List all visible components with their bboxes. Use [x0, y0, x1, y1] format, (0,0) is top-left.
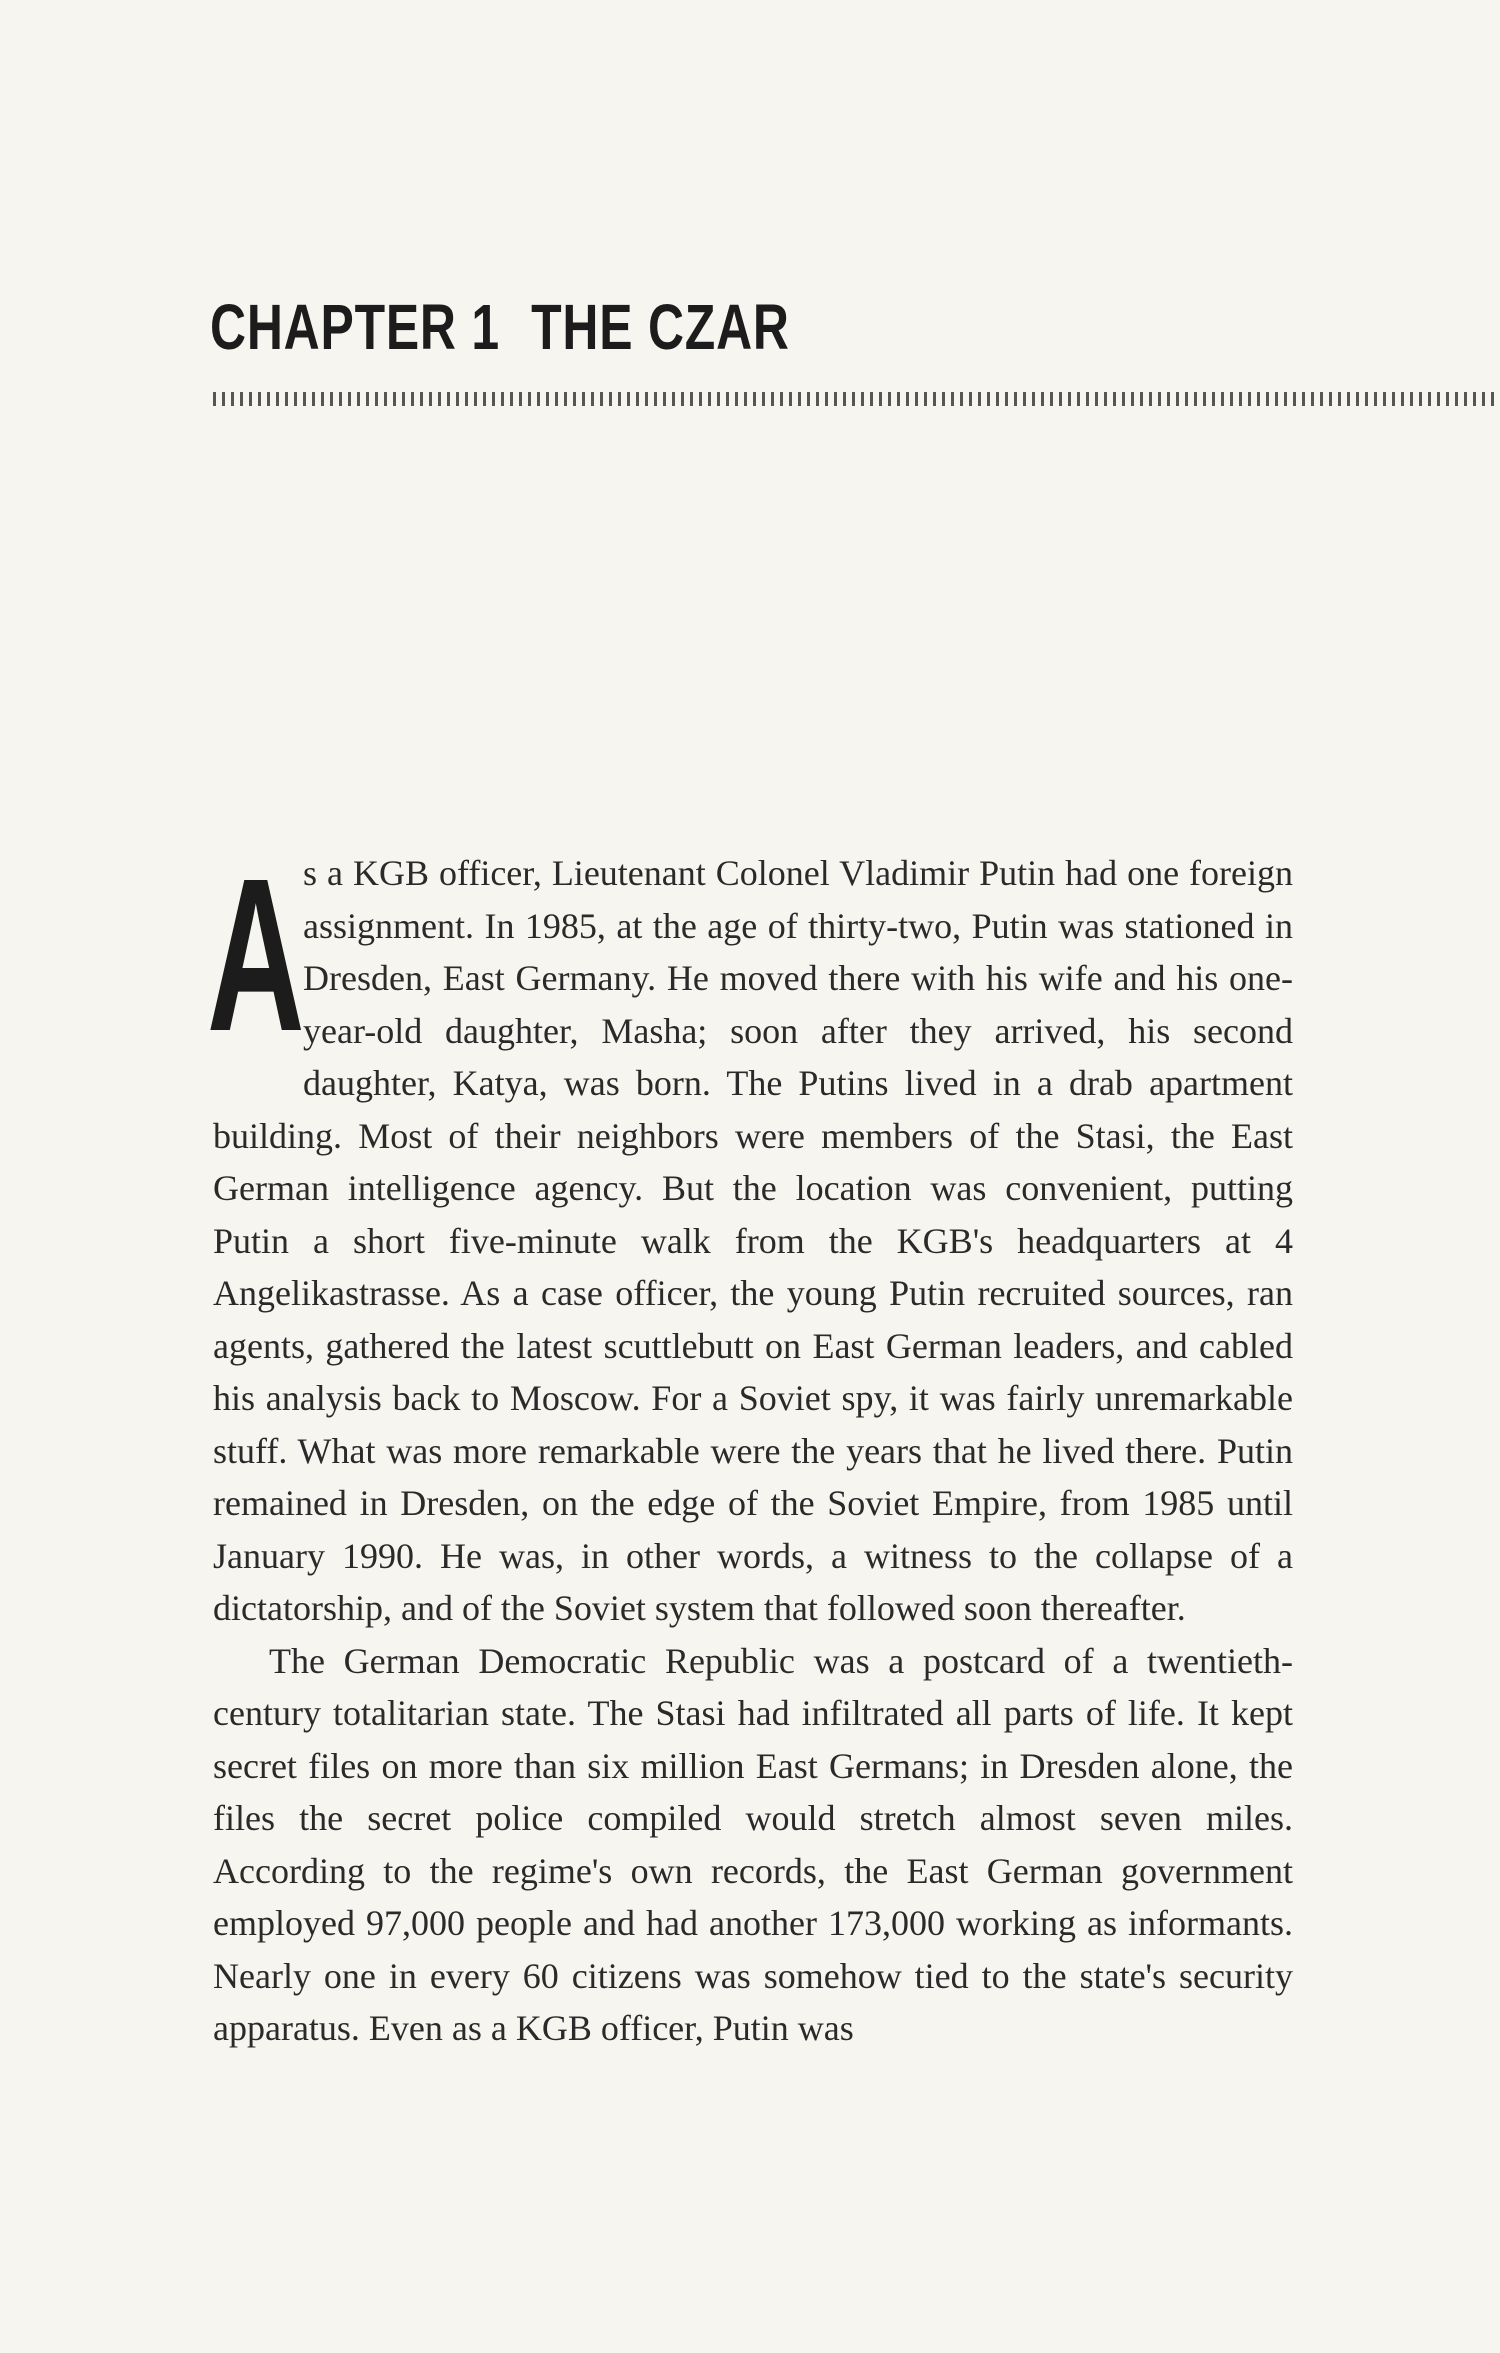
drop-cap: A [207, 834, 305, 1077]
paragraph-2: The German Democratic Republic was a postcard of a twentieth-century totalitarian state. The Stasi had infiltrated all parts of life. It kept secret files on more than six million East Germans; in Dresden alone, the files the secret police compiled would stretch almost seven miles. According to the regime's own records, the East German government employed 97,000 people and had another 173,000 working as informants. Nearly one in every 60 citizens was somehow tied to the state's security apparatus. Even as a KGB officer, Putin was [213, 1640, 1293, 2048]
body-text [207, 834, 1293, 2055]
decorative-rule [213, 392, 1500, 406]
paragraph-1 [207, 834, 1293, 1635]
paragraph-1-text: s a KGB officer, Lieutenant Colonel Vladimir Putin had one foreign assignment. In 1985, at the age of thirty-two, Putin was stationed in Dresden, East Germany. He moved there with his wife and his one-year-old daughter, Masha; soon after they arrived, his second daughter, Katya, was born. The Putins lived in a drab apartment building. Most of their neighbors were members of the Stasi, the East German intelligence agency. But the location was convenient, putting Putin a short five-minute walk from the KGB's headquarters at 4 Angelikastrasse. As a case officer, the young Putin recruited sources, ran agents, gathered the latest scuttlebutt on East German leaders, and cabled his analysis back to Moscow. For a Soviet spy, it was fairly unremarkable stuff. What was more remarkable were the years that he lived there. Putin remained in Dresden, on the edge of the Soviet Empire, from 1985 until January 1990. He was, in other words, a witness to the collapse of a dictatorship, and of the Soviet system that followed soon thereafter. [213, 853, 1293, 1628]
chapter-label: CHAPTER 1 [210, 291, 500, 363]
chapter-title: THE CZAR [531, 291, 790, 363]
chapter-heading [210, 290, 790, 364]
